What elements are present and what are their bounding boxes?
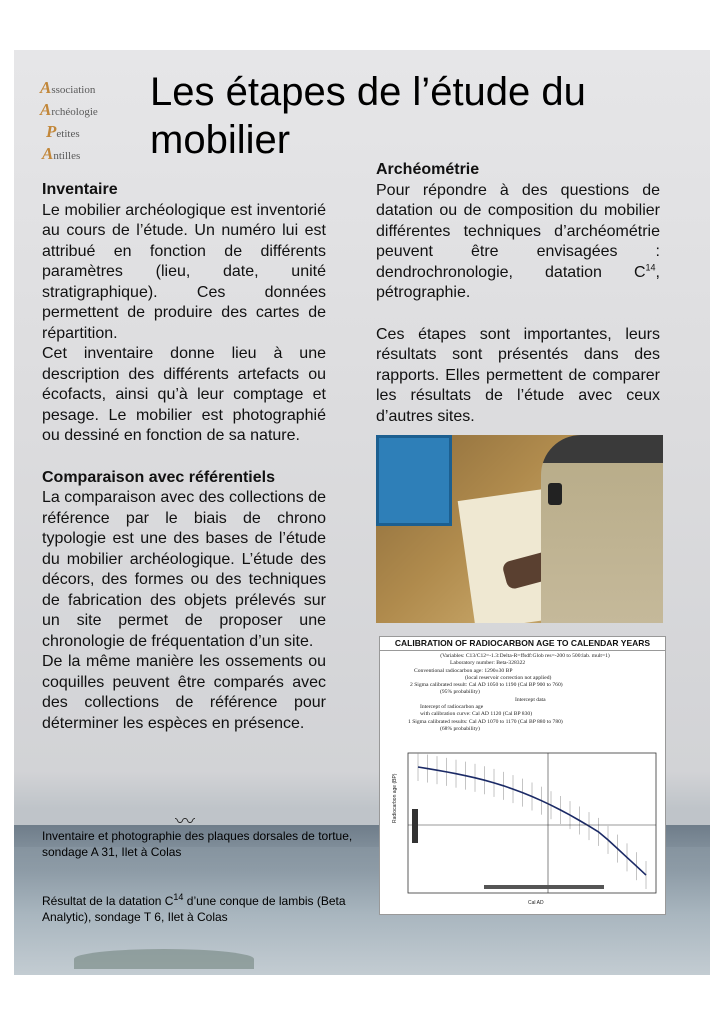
inventory-photo [376, 435, 663, 623]
etapes-paragraph: Ces étapes sont importantes, leurs résultats sont présentés dans des rapports. Elles permettent de comparer les résultats de l’étude avec ceux d’autres sites. [376, 325, 660, 425]
calibration-title: CALIBRATION OF RADIOCARBON AGE TO CALENDAR YEARS [380, 637, 665, 651]
blue-crate [376, 435, 452, 526]
calibration-details: (Variables: C13/C12=-1.3:Delta-R=ffsdf:Glob res=-200 to 500:lab. mult=1) Laboratory number: Beta-328322 Conventional radiocarbon age: 1290±30 BP (local reservoir correction not applied) 2 Sigma calibrated result: Cal AD 1050 to 1190 (Cal BP 900 to 760) (95% probability) Intercept data Intercept of radiocarbon age with calibration curve: Cal AD 1120 (Cal BP 830) 1 Sigma calibrated results: Cal AD 1070 to 1170 (Cal BP 880 to 780) (68% probability) [408, 653, 610, 732]
right-column [376, 160, 660, 427]
inventaire-paragraph-2: Cet inventaire donne lieu à une description des différents artefacts ou écofacts, ainsi qu’à leur comptage et pesage. Le mobilier est photographié ou dessiné en fonction de sa nature. [42, 345, 326, 444]
comparaison-paragraph-1: La comparaison avec des collections de référence par le biais de chrono typologie est une des bases de l’étude du mobilier archéologique. L’étude des décors, des formes ou des techniques de fabrication des objets prélevés sur un site permet de proposer une chronologie de fréquentation d’un site. [42, 489, 326, 650]
comparaison-paragraph-2: De la même manière les ossements ou coquilles peuvent être comparés avec des collections de référence pour déterminer les espèces en présence. [42, 653, 326, 732]
photo-caption: Inventaire et photographie des plaques dorsales de tortue, sondage A 31, Ilet à Colas [42, 829, 353, 859]
island-silhouette [74, 949, 254, 969]
researcher [541, 435, 663, 623]
inventaire-paragraph-1: Le mobilier archéologique est inventorié au cours de l’étude. Un numéro lui est attribué en fonction de différents paramètres (lieu, date, unité stratigraphique). Ces données permettent de produire des cartes de répartition. [42, 201, 326, 342]
comparaison-heading: Comparaison avec référentiels [42, 468, 275, 486]
inventaire-heading: Inventaire [42, 181, 118, 198]
datation-caption: Résultat de la datation $C^{14}$ d’une conque de lambis (Beta Analytic), sondage T 6, Ilet à Colas [42, 892, 346, 924]
calibration-plot [388, 747, 660, 907]
camera-icon [548, 483, 562, 505]
archeometrie-heading: Archéométrie [376, 161, 480, 178]
logo-line: Association [40, 78, 96, 97]
radiocarbon-calibration-chart [379, 636, 666, 915]
association-logo [40, 78, 128, 163]
logo-line: Antilles [42, 144, 81, 163]
logo-line: Archéologie [40, 100, 98, 119]
page-title: Les étapes de l’étude du mobilier [150, 70, 586, 162]
x-axis-label: Cal AD [528, 900, 544, 906]
logo-line: Petites [46, 122, 80, 141]
bird-icon: 〰 [175, 811, 195, 833]
left-column [42, 180, 326, 734]
archeometrie-paragraph: Pour répondre à des questions de datation ou de composition du mobilier différentes techniques d’archéométrie peuvent être envisagées : dendrochronologie, datation $C^{14}$, pétrographie. [376, 181, 660, 301]
y-axis-label: Radiocarbon age (BP) [392, 773, 398, 823]
